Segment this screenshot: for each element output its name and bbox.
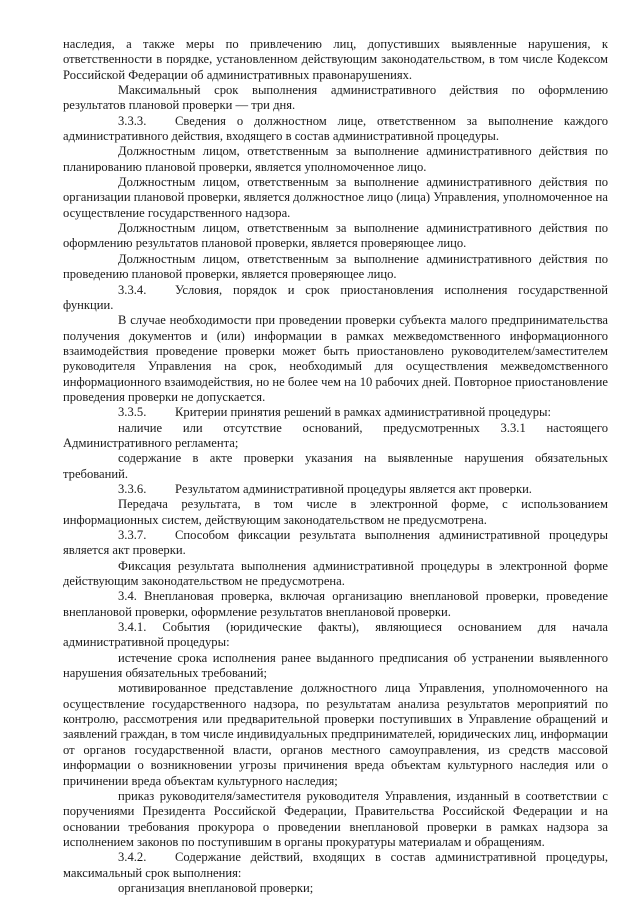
clause-number: 3.3.4.: [118, 282, 147, 297]
paragraph-4: Должностным лицом, ответственным за выполнение административного действия по планированию плановой проверки, является уполномоченное лицо.: [63, 144, 608, 174]
paragraph-5: Должностным лицом, ответственным за выполнение административного действия по организации плановой проверки, является должностное лицо (лица) Управления, уполномоченное на осуществление государственного надзора.: [63, 175, 608, 220]
paragraph-6: Должностным лицом, ответственным за выполнение административного действия по оформлению результатов плановой проверки, является проверяющее лицо.: [63, 221, 608, 251]
paragraph-17: 3.4. Внеплановая проверка, включая организацию внеплановой проверки, проведение внеплановой проверки, оформление результатов внеплановой проверки.: [63, 589, 608, 619]
paragraph-9: В случае необходимости при проведении проверки субъекта малого предпринимательства получения документов и (или) информации в рамках межведомственного информационного взаимодействия проведение проверки может быть приостановлено руководителем/заместителем руководителя Управления на срок, необходимый для осуществления межведомственного информационного взаимодействия, но не более чем на 10 рабочих дней. Повторное приостановление проведения проверки не допускается.: [63, 313, 608, 404]
paragraph-21: приказ руководителя/заместителя руководителя Управления, изданный в соответствии с поручениями Президента Российской Федерации, Правительства Российской Федерации и на основании требования прокурора о проведении внеплановой проверки в рамках надзора за исполнением законов по поступившим в органы прокуратуры материалам и обращениям.: [63, 788, 608, 849]
paragraph-3: 3.3.3. Сведения о должностном лице, ответственном за выполнение каждого административного действия, входящего в состав административной процедуры.: [63, 113, 608, 144]
paragraph-18: 3.4.1. События (юридические факты), являющиеся основанием для начала административной процедуры:: [63, 620, 608, 650]
paragraph-13: 3.3.6. Результатом административной процедуры является акт проверки.: [118, 481, 532, 496]
clause-number: 3.3.5.: [118, 405, 147, 420]
paragraph-15: 3.3.7. Способом фиксации результата выполнения административной процедуры является акт проверки.: [63, 528, 608, 558]
clause-number: 3.4.2.: [118, 850, 147, 865]
paragraph-2: Максимальный срок выполнения административного действия по оформлению результатов плановой проверки — три дня.: [63, 83, 608, 113]
paragraph-19: истечение срока исполнения ранее выданного предписания об устранении выявленного нарушения обязательных требований;: [63, 650, 608, 681]
paragraph-23: организация внеплановой проверки;: [118, 880, 314, 895]
paragraph-1: наследия, а также меры по привлечению лиц, допустивших выявленные нарушения, к ответственности в порядке, установленном действующим законодательством, в том числе Кодексом Российской Федерации об административных правонарушениях.: [63, 37, 608, 82]
clause-number: 3.3.6.: [118, 481, 147, 496]
paragraph-16: Фиксация результата выполнения административной процедуры в электронной форме действующим законодательством не предусмотрена.: [63, 558, 608, 589]
clause-number: 3.3.7.: [118, 528, 147, 542]
clause-number: 3.3.3.: [118, 113, 147, 128]
paragraph-10: 3.3.5. Критерии принятия решений в рамках административной процедуры:: [118, 405, 551, 420]
paragraph-14: Передача результата, в том числе в электронной форме, с использованием информационных систем, действующим законодательством не предусмотрена.: [63, 497, 608, 527]
paragraph-11: наличие или отсутствие оснований, предусмотренных 3.3.1 настоящего Административного регламента;: [63, 420, 608, 450]
paragraph-20: мотивированное представление должностного лица Управления, уполномоченного на осуществление государственного надзора, по результатам анализа результатов мероприятий по контролю, рассмотрения или предварительной проверки поступивших в Управление обращений и заявлений граждан, в том числе индивидуальных предпринимателей, юридических лиц, информации от органов государственной власти, органов местного самоуправления, из средств массовой информации о возникновении угрозы причинения вреда объектам культурного наследия или о причинении вреда объектам культурного наследия;: [63, 681, 608, 788]
paragraph-7: Должностным лицом, ответственным за выполнение административного действия по проведению плановой проверки, является проверяющее лицо.: [63, 251, 608, 282]
paragraph-12: содержание в акте проверки указания на выявленные нарушения обязательных требований.: [63, 451, 608, 481]
paragraph-8: 3.3.4. Условия, порядок и срок приостановления исполнения государственной функции.: [63, 282, 608, 312]
paragraph-22: 3.4.2. Содержание действий, входящих в состав административной процедуры, максимальный срок выполнения:: [63, 850, 608, 880]
